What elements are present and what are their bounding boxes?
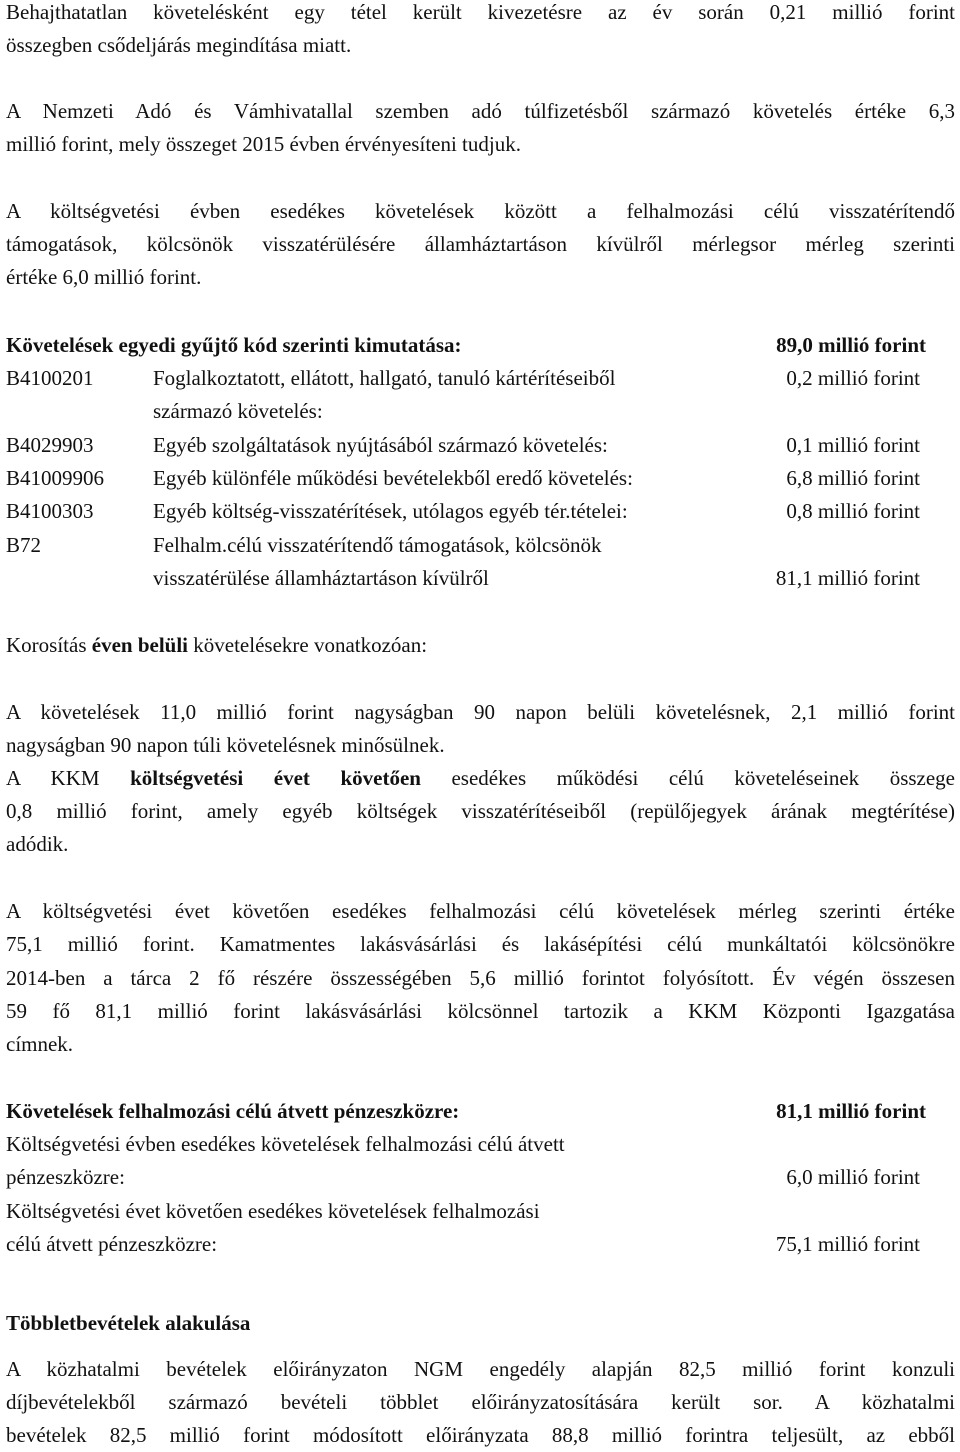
table-row-code: B72 — [6, 533, 42, 557]
aging-heading-pre: Korosítás — [6, 633, 92, 657]
paragraph-loans-line4: 59 fő 81,1 millió forint lakásvásárlási kölcsönnel tartozik a KKM Központi Igazgatása — [6, 999, 955, 1023]
table-row-code: B4100201 — [6, 366, 94, 390]
paragraph-aging-line3 — [6, 768, 955, 789]
paragraph-loans-line5: címnek. — [6, 1032, 74, 1056]
surplus-heading: Többletbevételek alakulása — [6, 1311, 251, 1335]
table-row-desc-cont: visszatérülése államháztartáson kívülről — [153, 566, 489, 590]
table-row-desc: Felhalm.célú visszatérítendő támogatások, kölcsönök — [153, 533, 602, 557]
paragraph-tax-line2: millió forint, mely összeget 2015 évben érvényesíteni tudjuk. — [6, 132, 521, 156]
capital-item2-line1: Költségvetési évet követően esedékes követelések felhalmozási — [6, 1199, 540, 1223]
capital-title: Követelések felhalmozási célú átvett pénzeszközre: — [6, 1099, 460, 1123]
table-row-code: B41009906 — [6, 466, 105, 490]
table-row-code: B4100303 — [6, 499, 94, 523]
paragraph-surplus-line1: A közhatalmi bevételek előirányzaton NGM engedély alapján 82,5 millió forint konzuli — [6, 1357, 955, 1381]
paragraph-surplus-line3: bevételek 82,5 millió forint módosított előirányzata 88,8 millió forintra teljesült, az ebből — [6, 1423, 955, 1447]
table-row-desc: Foglalkoztatott, ellátott, hallgató, tanuló kártérítéseiből — [153, 366, 616, 390]
aging-line3-pre: A KKM — [6, 766, 131, 790]
table-row-desc: Egyéb különféle működési bevételekből eredő követelés: — [153, 466, 633, 490]
capital-item1-line2: pénzeszközre: — [6, 1165, 125, 1189]
table-row-value: 0,2 millió forint — [786, 366, 920, 390]
table-row-value: 6,8 millió forint — [786, 466, 920, 490]
aging-heading-post: követelésekre vonatkozóan: — [188, 633, 428, 657]
paragraph-aging-line2: nagyságban 90 napon túli követelésnek minősülnek. — [6, 733, 445, 757]
table-row-desc: Egyéb szolgáltatások nyújtásából származó követelés: — [153, 433, 608, 457]
aging-heading-bold: éven belüli — [91, 633, 189, 657]
paragraph-aging-line5: adódik. — [6, 832, 69, 856]
paragraph-aging-line4: 0,8 millió forint, amely egyéb költségek visszatérítéseiből (repülőjegyek árának megtérítése) — [6, 799, 955, 823]
paragraph-budget-line1: A költségvetési évben esedékes követelések között a felhalmozási célú visszatérítendő — [6, 199, 955, 223]
aging-line3-post: esedékes működési célú követeléseinek összege — [420, 766, 955, 790]
receivables-table-title: Követelések egyedi gyűjtő kód szerinti kimutatása: — [6, 333, 462, 357]
capital-total: 81,1 millió forint — [776, 1099, 926, 1123]
paragraph-budget-line3: értéke 6,0 millió forint. — [6, 265, 202, 289]
paragraph-tax-line1: A Nemzeti Adó és Vámhivatallal szemben adó túlfizetésből származó követelés értéke 6,3 — [6, 99, 955, 123]
capital-item1-line1: Költségvetési évben esedékes követelések felhalmozási célú átvett — [6, 1132, 565, 1156]
table-row-code: B4029903 — [6, 433, 94, 457]
paragraph-aging-line1: A követelések 11,0 millió forint nagyságban 90 napon belüli követelésnek, 2,1 millió forint — [6, 700, 955, 724]
capital-item2-line2: célú átvett pénzeszközre: — [6, 1232, 218, 1256]
table-row-value: 81,1 millió forint — [775, 566, 920, 590]
table-row-desc: Egyéb költség-visszatérítések, utólagos egyéb tér.tételei: — [153, 499, 628, 523]
aging-line3-bold: költségvetési évet követően — [130, 766, 421, 790]
paragraph-uncollectible-line1: Behajthatatlan követelésként egy tétel került kivezetésre az év során 0,21 millió forint — [6, 0, 955, 24]
table-row-value: 0,8 millió forint — [786, 499, 920, 523]
receivables-table-total: 89,0 millió forint — [776, 333, 926, 357]
capital-item1-value: 6,0 millió forint — [786, 1165, 920, 1189]
paragraph-budget-line2: támogatások, kölcsönök visszatérülésére államháztartáson kívülről mérlegsor mérleg szerinti — [6, 232, 955, 256]
paragraph-loans-line2: 75,1 millió forint. Kamatmentes lakásvásárlási és lakásépítési célú munkáltatói kölcsönökre — [6, 932, 955, 956]
paragraph-loans-line1: A költségvetési évet követően esedékes felhalmozási célú követelések mérleg szerinti értéke — [6, 899, 955, 923]
table-row-desc-cont: származó követelés: — [153, 399, 323, 423]
paragraph-surplus-line2: díjbevételekből származó bevételi többlet előirányzatosítására került sor. A közhatalmi — [6, 1390, 955, 1414]
paragraph-loans-line3: 2014-ben a tárca 2 fő részére összességében 5,6 millió forintot folyósított. Év végén összesen — [6, 966, 955, 990]
capital-item2-value: 75,1 millió forint — [775, 1232, 920, 1256]
table-row-value: 0,1 millió forint — [786, 433, 920, 457]
paragraph-uncollectible-line2: összegben csődeljárás megindítása miatt. — [6, 33, 352, 57]
aging-heading — [6, 635, 427, 656]
